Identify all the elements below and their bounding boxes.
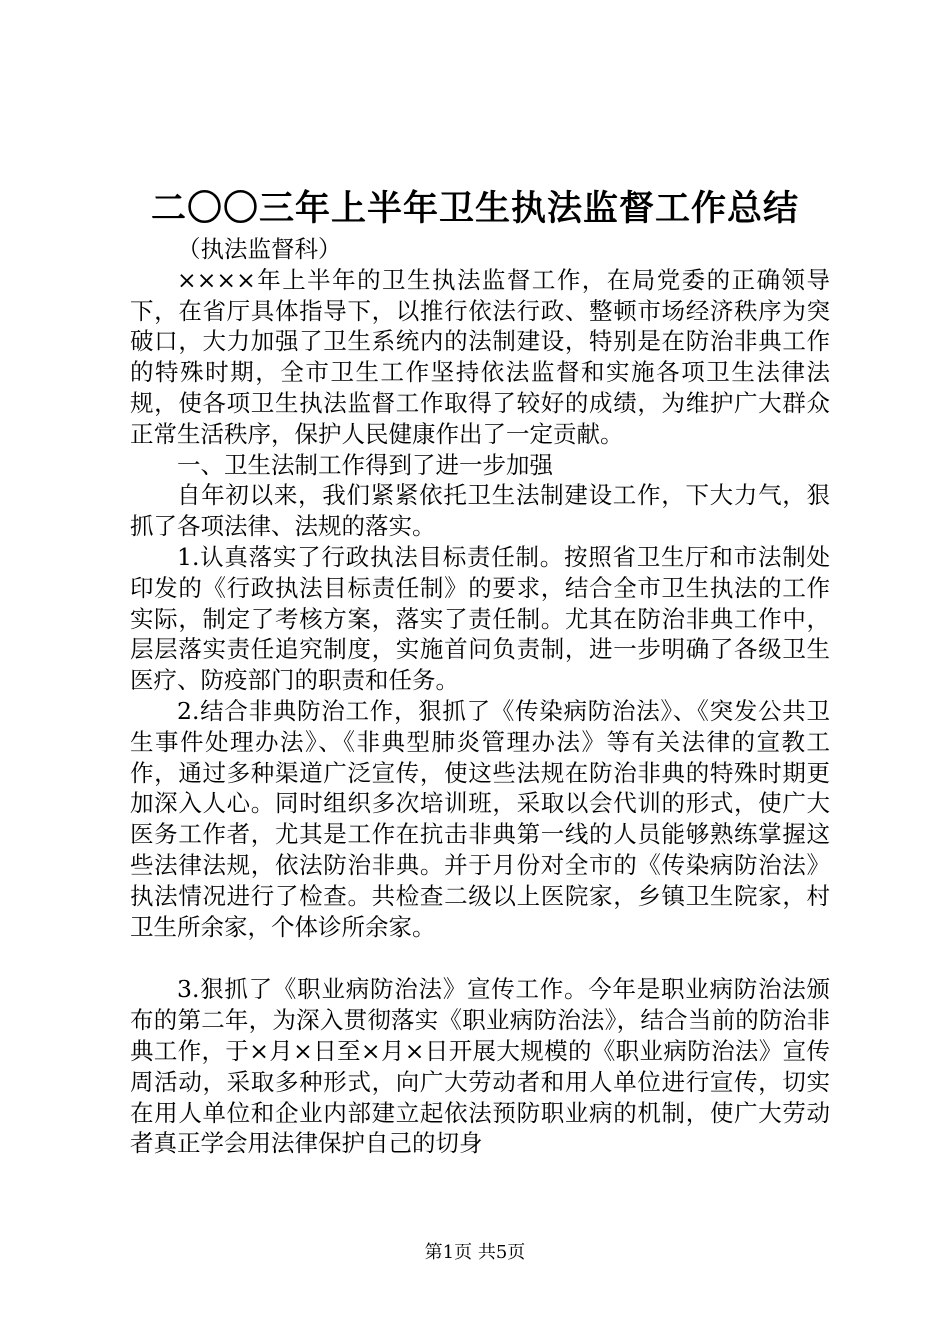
paragraph-intro: ××××年上半年的卫生执法监督工作，在局党委的正确领导下，在省厅具体指导下，以推行依法行政、整顿市场经济秩序为突破口，大力加强了卫生系统内的法制建设，特别是在防治非典工作的特殊时期，全市卫生工作坚持依法监督和实施各项卫生法律法规，使各项卫生执法监督工作取得了较好的成绩，为维护广大群众正常生活秩序，保护人民健康作出了一定贡献。 [130, 265, 830, 448]
page-footer: 第1页 共5页 [424, 1242, 526, 1263]
department-line: （执法监督科） [177, 235, 342, 263]
paragraph-item-2: 2.结合非典防治工作，狠抓了《传染病防治法》、《突发公共卫生事件处理办法》、《非典型肺炎管理办法》等有关法律的宣教工作，通过多种渠道广泛宣传，使这些法规在防治非典的特殊时期更加深入人心。同时组织多次培训班，采取以会代训的形式，使广大医务工作者，尤其是工作在抗击非典第一线的人员能够熟练掌握这些法律法规，依法防治非典。并于月份对全市的《传染病防治法》执法情况进行了检查。共检查二级以上医院家，乡镇卫生院家，村卫生所余家，个体诊所余家。 [130, 696, 830, 941]
document-title: 二〇〇三年上半年卫生执法监督工作总结 [150, 188, 799, 229]
document-body [130, 234, 830, 1159]
paragraph-section-intro: 自年初以来，我们紧紧依托卫生法制建设工作，下大力气，狠抓了各项法律、法规的落实。 [130, 481, 830, 541]
paragraph-spacer [130, 942, 830, 974]
paragraph-item-3: 3.狠抓了《职业病防治法》宣传工作。今年是职业病防治法颁布的第二年，为深入贯彻落实《职业病防治法》，结合当前的防治非典工作，于×月×日至×月×日开展大规模的《职业病防治法》宣传周活动，采取多种形式，向广大劳动者和用人单位进行宣传，切实在用人单位和企业内部建立起依法预防职业病的机制，使广大劳动者真正学会用法律保护自己的切身 [130, 975, 830, 1158]
section-heading-1: 一、卫生法制工作得到了进一步加强 [177, 450, 553, 479]
paragraph-item-1: 1.认真落实了行政执法目标责任制。按照省卫生厅和市法制处印发的《行政执法目标责任制》的要求，结合全市卫生执法的工作实际，制定了考核方案，落实了责任制。尤其在防治非典工作中，层层落实责任追究制度，实施首问负责制，进一步明确了各级卫生医疗、防疫部门的职责和任务。 [130, 542, 830, 695]
